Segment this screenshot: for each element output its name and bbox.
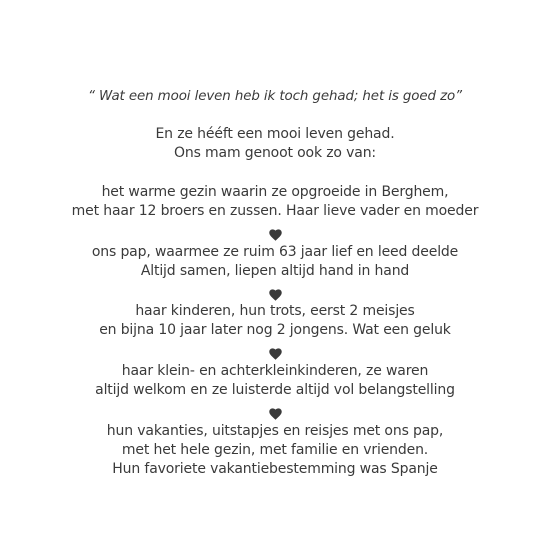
- section-husband: [0, 243, 550, 281]
- heart-icon: [0, 226, 550, 240]
- section-line: met het hele gezin, met familie en vrienden.: [121, 442, 429, 458]
- section-holidays: [0, 422, 550, 479]
- section-line: en bijna 10 jaar later nog 2 jongens. Wat een geluk: [99, 322, 451, 338]
- intro-line: En ze hééft een mooi leven gehad.: [155, 126, 395, 142]
- section-line: Hun favoriete vakantiebestemming was Spanje: [112, 461, 438, 477]
- section-line: Altijd samen, liepen altijd hand in hand: [140, 263, 410, 279]
- section-family: [0, 183, 550, 221]
- section-grandchildren: [0, 362, 550, 400]
- section-line: het warme gezin waarin ze opgroeide in Berghem,: [101, 184, 449, 200]
- intro-line: Ons mam genoot ook zo van:: [174, 145, 376, 161]
- intro-text: [0, 125, 550, 163]
- quote: “ Wat een mooi leven heb ik toch gehad; het is goed zo”: [88, 89, 462, 104]
- section-line: ons pap, waarmee ze ruim 63 jaar lief en leed deelde: [91, 244, 459, 260]
- section-line: met haar 12 broers en zussen. Haar lieve vader en moeder: [71, 203, 479, 219]
- section-line: hun vakanties, uitstapjes en reisjes met ons pap,: [106, 423, 444, 439]
- section-line: altijd welkom en ze luisterde altijd vol belangstelling: [95, 382, 455, 398]
- section-line: haar klein- en achterkleinkinderen, ze waren: [121, 363, 429, 379]
- section-line: haar kinderen, hun trots, eerst 2 meisjes: [135, 303, 415, 319]
- heart-icon: [0, 345, 550, 359]
- section-children: [0, 302, 550, 340]
- heart-icon: [0, 286, 550, 300]
- heart-icon: [0, 405, 550, 419]
